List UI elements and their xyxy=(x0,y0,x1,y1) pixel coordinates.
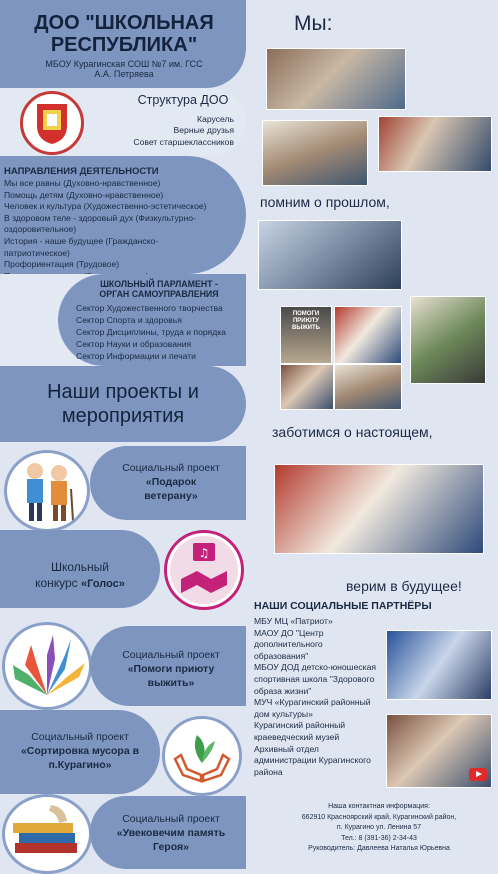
partners-title: НАШИ СОЦИАЛЬНЫЕ ПАРТНЁРЫ xyxy=(254,600,432,612)
music-handshake-icon xyxy=(164,530,244,610)
project-5-line3: Героя» xyxy=(153,841,189,853)
directions-line: Помощь детям (Духовно-нравственное) xyxy=(4,189,164,200)
header-subtitle-line1: МБОУ Курагинская СОШ №7 им. ГСС xyxy=(45,59,203,69)
project-4-line2: «Сортировка мусора в xyxy=(20,745,140,757)
partner-line: МБОУ ДОД детско-юношеская xyxy=(254,662,377,673)
project-3-line1: Социальный проект xyxy=(122,649,220,661)
partner-line: спортивная школа "Здорового xyxy=(254,673,375,684)
shelter-poster-photo xyxy=(280,306,332,364)
partner-line: дополнительного xyxy=(254,639,323,650)
project-2-line2-bold: «Голос» xyxy=(81,578,125,590)
contact-line: Руководитель: Давлеева Наталья Юрьевна xyxy=(308,845,450,853)
coat-of-arms-icon xyxy=(20,91,84,155)
projects-heading xyxy=(8,380,238,428)
structure-items xyxy=(90,114,234,148)
project-2-line2 xyxy=(6,575,154,592)
helping-hands-icon xyxy=(2,622,92,710)
directions-line: патриотическое) xyxy=(4,247,70,258)
project-5-text xyxy=(104,812,238,854)
project-2-text xyxy=(6,559,154,592)
shelter-poster-text: ПОМОГИ ПРИЮТУ ВЫЖИТЬ xyxy=(292,311,320,331)
structure-item: Карусель xyxy=(197,114,234,124)
header-title-line1: ДОО "ШКОЛЬНАЯ xyxy=(34,12,214,34)
header-title xyxy=(10,12,238,79)
dogs-photo xyxy=(334,364,402,410)
veterans-photo xyxy=(378,116,492,172)
project-1-line1: Социальный проект xyxy=(122,462,220,474)
partner-line: дом культуры» xyxy=(254,708,313,719)
directions-line: История - наше будущее (Гражданско- xyxy=(4,235,159,246)
projects-heading-line2: мероприятия xyxy=(61,405,185,427)
project-5-line1: Социальный проект xyxy=(122,813,220,825)
structure-title: Структура ДОО xyxy=(137,93,229,107)
students-photo xyxy=(274,464,484,554)
directions-title: НАПРАВЛЕНИЯ ДЕЯТЕЛЬНОСТИ xyxy=(4,166,159,177)
partner-line: Курагинский районный xyxy=(254,720,346,731)
project-4-text xyxy=(6,730,154,772)
we-label: Мы: xyxy=(294,12,333,35)
partner-line: МБУ МЦ «Патриот» xyxy=(254,616,333,626)
svg-text:♫: ♫ xyxy=(198,546,210,560)
girls-photo xyxy=(334,306,402,364)
parliament-item: Сектор Спорта и здоровья xyxy=(76,315,182,325)
project-3-line3: выжить» xyxy=(147,677,195,689)
partners-photo-1 xyxy=(386,630,492,700)
past-label: помним о прошлом, xyxy=(260,194,390,210)
parliament-block xyxy=(76,279,242,362)
partner-line: Архивный отдел xyxy=(254,743,319,754)
project-1-text xyxy=(104,461,238,503)
partner-line: района xyxy=(254,766,283,777)
parliament-item: Сектор Информации и печати xyxy=(76,351,196,361)
directions-line: Профориентация (Трудовое) xyxy=(4,259,120,270)
projects-heading-line1: Наши проекты и xyxy=(47,381,199,403)
books-icon xyxy=(2,794,92,874)
project-3-text xyxy=(104,648,238,690)
partners-photo-2 xyxy=(386,714,492,788)
directions-line: В здоровом теле - здоровый дух (Физкультурно- xyxy=(4,212,196,223)
contact-line: п. Курагино ул. Ленина 57 xyxy=(336,824,422,832)
outdoor-photo xyxy=(410,296,486,384)
header-title-line2: РЕСПУБЛИКА" xyxy=(50,34,198,56)
contact-line: Тел.: 8 (391-36) 2-34-43 xyxy=(341,834,417,842)
contact-line: Наша контактная информация: xyxy=(328,803,430,810)
structure-item: Совет старшеклассников xyxy=(133,136,234,147)
group-photo xyxy=(266,48,406,110)
partner-line: администрации Курагинского xyxy=(254,755,371,766)
project-4-line1: Социальный проект xyxy=(31,731,129,743)
partner-line: МАОУ ДО "Центр xyxy=(254,627,324,638)
contact-line: 662910 Красноярский край, Курагинский район, xyxy=(301,813,457,821)
parliament-title-line1: ШКОЛЬНЫЙ ПАРЛАМЕНТ - xyxy=(100,279,218,289)
project-1-line3: ветерану» xyxy=(144,490,198,502)
project-2-line2-plain: конкурс xyxy=(35,576,82,590)
directions-block xyxy=(4,166,240,282)
structure-item: Верные друзья xyxy=(173,125,234,136)
elderly-care-icon xyxy=(4,450,90,532)
project-2-line1: Школьный xyxy=(50,560,109,574)
classroom-photo xyxy=(258,220,402,290)
youtube-icon[interactable] xyxy=(469,768,487,781)
parliament-item: Сектор Науки и образования xyxy=(76,339,192,349)
contacts-block xyxy=(284,802,474,855)
directions-line: Мы все равны (Духовно-нравственное) xyxy=(4,178,161,188)
future-label: верим в будущее! xyxy=(346,578,462,594)
project-5-line2: «Увековечим память xyxy=(116,827,226,839)
partner-line: образа жизни" xyxy=(254,685,312,696)
partners-list xyxy=(254,616,388,778)
partner-line: МУЧ «Курагинский районный xyxy=(254,697,371,708)
parliament-item: Сектор Дисциплины, труда и порядка xyxy=(76,327,226,337)
project-4-line3: п.Курагино» xyxy=(48,759,112,771)
parliament-item: Сектор Художественного творчества xyxy=(76,303,223,313)
project-3-line2: «Помоги приюту xyxy=(127,663,215,675)
project-1-line2: «Подарок xyxy=(145,476,197,488)
pets-photo xyxy=(280,364,334,410)
parliament-title-line2: ОРГАН САМОУПРАВЛЕНИЯ xyxy=(99,289,219,299)
directions-line: оздоровительное) xyxy=(4,224,77,235)
header-subtitle-line2: А.А. Петряева xyxy=(94,69,154,79)
plant-hands-icon xyxy=(162,716,242,796)
trip-photo xyxy=(262,120,368,186)
directions-line: Человек и культура (Художественно-эстетическое) xyxy=(4,201,207,212)
partner-line: краеведческий музей xyxy=(254,731,340,742)
partner-line: образования" xyxy=(254,650,309,661)
present-label: заботимся о настоящем, xyxy=(272,424,433,440)
